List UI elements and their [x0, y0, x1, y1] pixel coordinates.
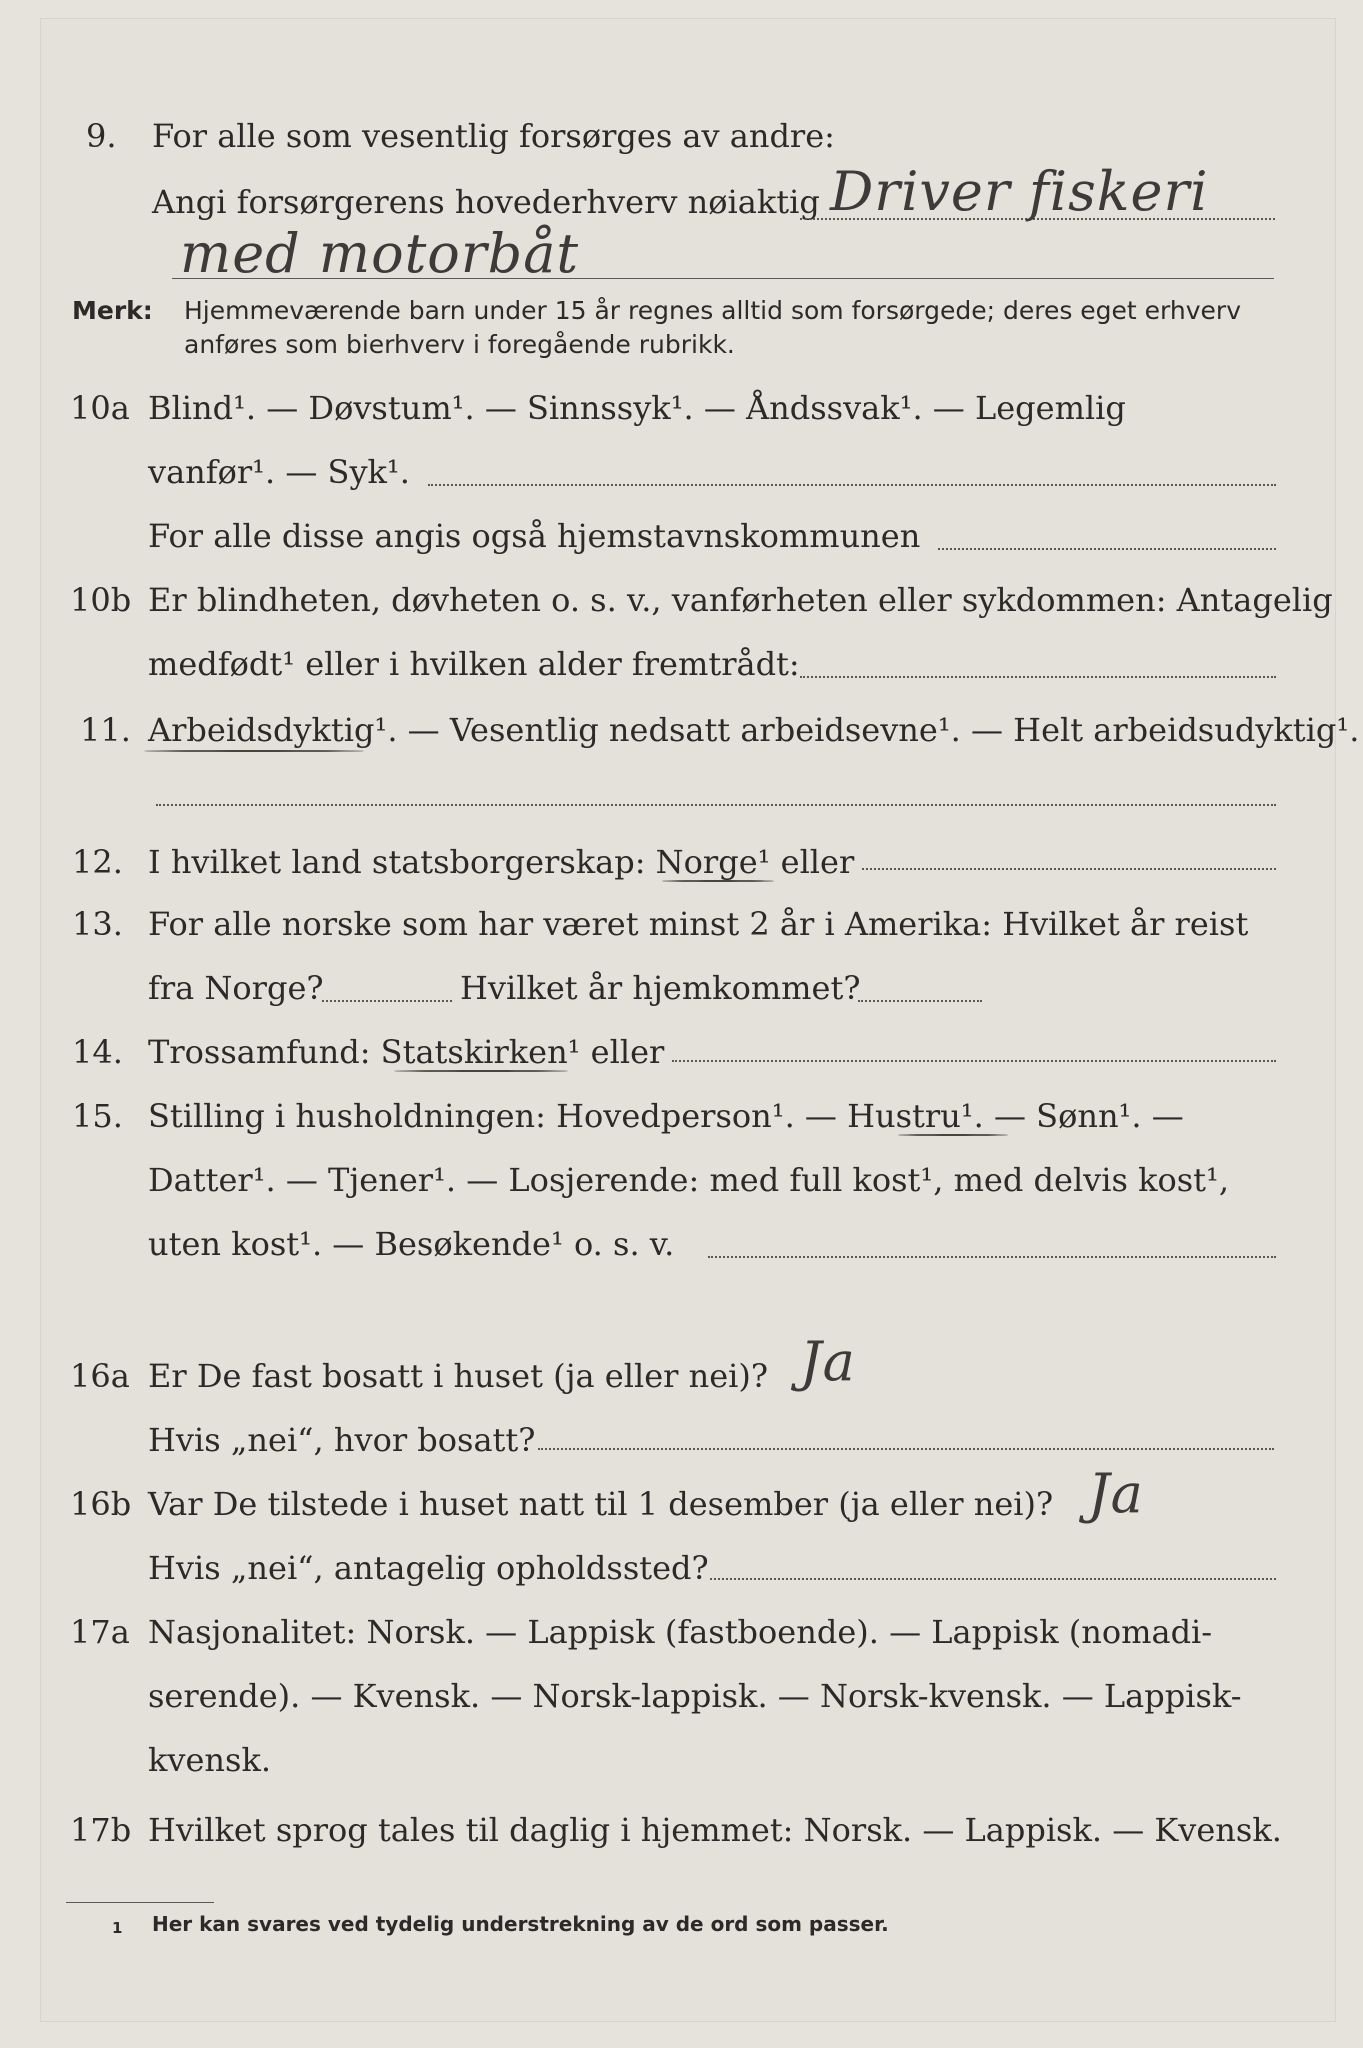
merk-text-line1: Hjemmeværende barn under 15 år regnes alltid som forsørgede; deres eget erhverv	[184, 296, 1241, 325]
q16b-handwritten-answer[interactable]: Ja	[1088, 1462, 1144, 1525]
q16a-text-line1: Er De fast bosatt i huset (ja eller nei)?	[148, 1357, 769, 1395]
q10a-text-line1: Blind¹. — Døvstum¹. — Sinnssyk¹. — Åndssvak¹. — Legemlig	[148, 389, 1126, 427]
merk-label: Merk:	[72, 296, 153, 325]
q15-dots	[708, 1256, 1276, 1258]
q16a-dots	[538, 1448, 1274, 1450]
q14-handwritten-underline	[394, 1070, 568, 1072]
q17a-text-line2: serende). — Kvensk. — Norsk-lappisk. — Norsk-kvensk. — Lappisk-	[148, 1677, 1242, 1715]
q14-text-line1: Trossamfund: Statskirken¹ eller	[148, 1033, 665, 1071]
q11-handwritten-underline	[144, 750, 364, 752]
q13-text-line2b: Hvilket år hjemkommet?	[460, 969, 861, 1007]
q16b-text-line2: Hvis „nei“, antagelig opholdssted?	[148, 1549, 709, 1587]
q16b-number: 16b	[70, 1485, 132, 1523]
q11-number: 11.	[80, 711, 131, 749]
footnote-mark: 1	[112, 1919, 123, 1937]
q10b-text-line2: medfødt¹ eller i hvilken alder fremtrådt:	[148, 645, 800, 683]
q15-handwritten-underline	[898, 1134, 1008, 1136]
q14-number: 14.	[72, 1033, 123, 1071]
q14-dots	[672, 1060, 1276, 1062]
q13-text-line1: For alle norske som har været minst 2 år i Amerika: Hvilket år reist	[148, 905, 1249, 943]
q10b-dots	[800, 676, 1276, 678]
q16a-number: 16a	[70, 1357, 130, 1395]
q9-number: 9.	[86, 117, 117, 155]
q10a-number: 10a	[70, 389, 130, 427]
q17b-number: 17b	[70, 1811, 132, 1849]
q9-handwritten-answer-1[interactable]: Driver fiskeri	[830, 160, 1209, 223]
q15-text-line1: Stilling i husholdningen: Hovedperson¹. — Hustru¹. — Sønn¹. —	[148, 1097, 1184, 1135]
q9-handwritten-answer-2[interactable]: med motorbåt	[180, 222, 580, 285]
q12-dots	[862, 868, 1276, 870]
q16a-handwritten-answer[interactable]: Ja	[800, 1330, 856, 1393]
q12-number: 12.	[72, 843, 123, 881]
q13-dots-1	[322, 1000, 452, 1002]
footnote-rule	[66, 1902, 214, 1903]
q16a-text-line2: Hvis „nei“, hvor bosatt?	[148, 1421, 536, 1459]
q13-text-line2a: fra Norge?	[148, 969, 324, 1007]
q15-number: 15.	[72, 1097, 123, 1135]
q11-dots	[156, 804, 1276, 806]
q10b-number: 10b	[70, 581, 132, 619]
q10a-text-line3: For alle disse angis også hjemstavnskommunen	[148, 517, 921, 555]
q11-text-line1: Arbeidsdyktig¹. — Vesentlig nedsatt arbeidsevne¹. — Helt arbeidsudyktig¹.	[148, 711, 1360, 749]
q10b-text-line1: Er blindheten, døvheten o. s. v., vanførheten eller sykdommen: Antagelig	[148, 581, 1333, 619]
q13-number: 13.	[72, 905, 123, 943]
q17a-number: 17a	[70, 1613, 130, 1651]
footnote-text: Her kan svares ved tydelig understrekning av de ord som passer.	[152, 1912, 889, 1936]
q17a-text-line3: kvensk.	[148, 1741, 271, 1779]
q16b-text-line1: Var De tilstede i huset natt til 1 desember (ja eller nei)?	[148, 1485, 1054, 1523]
q10a-text-line2: vanfør¹. — Syk¹.	[148, 453, 410, 491]
q17b-text-line1: Hvilket sprog tales til daglig i hjemmet: Norsk. — Lappisk. — Kvensk.	[148, 1811, 1282, 1849]
q15-text-line2: Datter¹. — Tjener¹. — Losjerende: med full kost¹, med delvis kost¹,	[148, 1161, 1230, 1199]
q12-text-line1: I hvilket land statsborgerskap: Norge¹ eller	[148, 843, 855, 881]
q10a-dots-2	[938, 548, 1276, 550]
q9-text-line2: Angi forsørgerens hovederhverv nøiaktig	[152, 183, 820, 221]
q12-handwritten-underline	[662, 880, 774, 882]
q15-text-line3: uten kost¹. — Besøkende¹ o. s. v.	[148, 1225, 675, 1263]
q16b-dots	[710, 1578, 1276, 1580]
q10a-dots-1	[428, 484, 1276, 486]
q9-text-line1: For alle som vesentlig forsørges av andre:	[152, 117, 835, 155]
merk-text-line2: anføres som bierhverv i foregående rubrikk.	[184, 330, 735, 359]
q17a-text-line1: Nasjonalitet: Norsk. — Lappisk (fastboende). — Lappisk (nomadi-	[148, 1613, 1213, 1651]
q13-dots-2	[858, 1000, 982, 1002]
